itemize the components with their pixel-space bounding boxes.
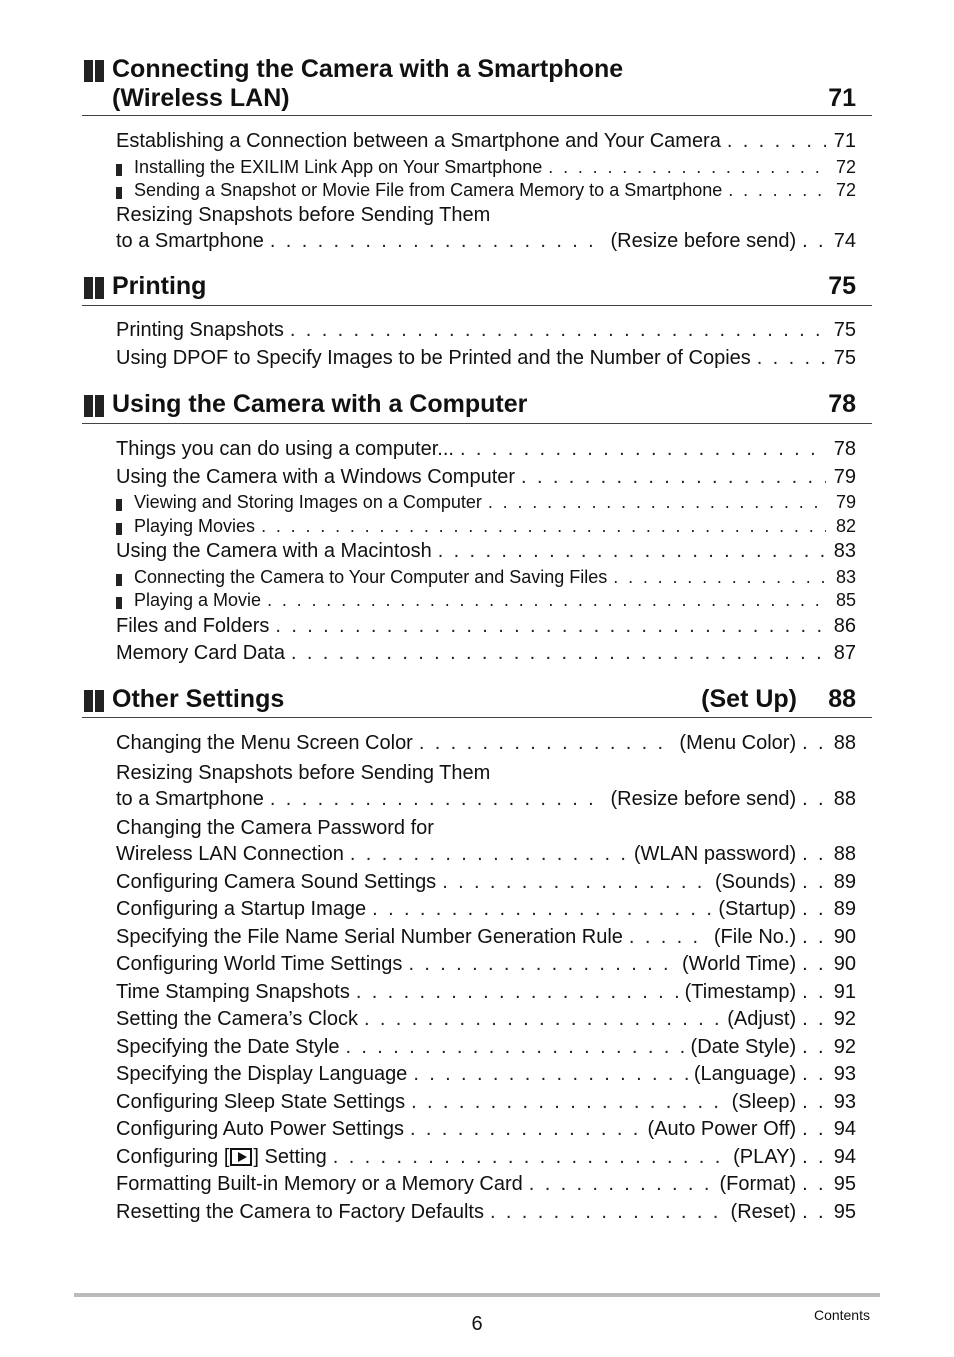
- toc-entry[interactable]: Formatting Built-in Memory or a Memory Card . . . (Format) . . 95: [116, 1171, 856, 1199]
- section-wireless-lan: [82, 55, 872, 255]
- toc-entry[interactable]: Resizing Snapshots before Sending Them to a Smartphone . . . (Resize before send) . . 88: [116, 758, 856, 814]
- toc-entry[interactable]: Configuring World Time Settings . . . (World Time) . . 90: [116, 951, 856, 979]
- toc-subentry[interactable]: Viewing and Storing Images on a Computer . . . 79: [116, 491, 856, 515]
- toc-subentry[interactable]: Sending a Snapshot or Movie File from Camera Memory to a Smartphone . . . 72: [116, 179, 856, 203]
- section-other-settings: [82, 685, 872, 1226]
- toc-subentry[interactable]: Connecting the Camera to Your Computer and Saving Files . . . 83: [116, 566, 856, 590]
- page-number: 6: [471, 1313, 483, 1335]
- toc-entry[interactable]: Configuring a Startup Image . . . (Startup) . . 89: [116, 896, 856, 924]
- section-heading: [82, 55, 872, 116]
- toc-entry[interactable]: Specifying the File Name Serial Number Generation Rule . . . (File No.) . . 90: [116, 924, 856, 952]
- toc-entry[interactable]: Setting the Camera’s Clock . . . (Adjust) . . 92: [116, 1006, 856, 1034]
- toc-entry[interactable]: Configuring [ ] Setting . . . (PLAY) . . 94: [116, 1144, 856, 1172]
- section-marker-icon: [84, 277, 106, 299]
- toc-entry[interactable]: Configuring Camera Sound Settings . . . (Sounds) . . 89: [116, 869, 856, 897]
- toc-entry[interactable]: Using the Camera with a Windows Computer . . . 79: [116, 464, 856, 492]
- toc-entry[interactable]: Things you can do using a computer... . . . 78: [116, 436, 856, 464]
- toc-entry[interactable]: Changing the Camera Password for Wireless LAN Connection . . . (WLAN password) . . 88: [116, 813, 856, 869]
- toc-entry[interactable]: Specifying the Date Style . . . (Date Style) . . 92: [116, 1034, 856, 1062]
- footer-divider: [74, 1293, 880, 1297]
- section-page: 71: [828, 84, 856, 112]
- toc-subentry[interactable]: Installing the EXILIM Link App on Your Smartphone . . . 72: [116, 156, 856, 180]
- section-marker-icon: [84, 690, 106, 712]
- section-page: 88: [828, 685, 856, 713]
- toc-entry[interactable]: Using DPOF to Specify Images to be Printed and the Number of Copies . . . 75: [116, 345, 856, 373]
- section-computer: [82, 390, 872, 668]
- toc-entry[interactable]: Printing Snapshots . . . 75: [116, 317, 856, 345]
- section-heading: [82, 390, 872, 424]
- section-page: 78: [828, 390, 856, 418]
- section-heading: [82, 272, 872, 306]
- footer-label: Contents: [813, 1307, 870, 1323]
- toc-subentry[interactable]: Playing a Movie . . . 85: [116, 589, 856, 613]
- toc-entry[interactable]: Resetting the Camera to Factory Defaults . . . (Reset) . . 95: [116, 1199, 856, 1227]
- section-title: Printing: [112, 272, 207, 300]
- section-marker-icon: [84, 60, 106, 82]
- section-title: Using the Camera with a Computer: [112, 390, 528, 418]
- toc-entry[interactable]: Specifying the Display Language . . . (Language) . . 93: [116, 1061, 856, 1089]
- play-icon: [230, 1148, 252, 1166]
- section-marker-icon: [84, 395, 106, 417]
- section-printing: [82, 272, 872, 372]
- section-page: 75: [828, 272, 856, 300]
- toc-subentry[interactable]: Playing Movies . . . 82: [116, 515, 856, 539]
- toc-entry[interactable]: Changing the Menu Screen Color . . . (Menu Color) . . 88: [116, 730, 856, 758]
- toc-entry[interactable]: Configuring Auto Power Settings . . . (Auto Power Off) . . 94: [116, 1116, 856, 1144]
- section-heading: [82, 685, 872, 718]
- section-title-line1: Connecting the Camera with a Smartphone: [112, 55, 624, 83]
- section-title-line2: (Wireless LAN): [112, 84, 290, 112]
- toc-entry[interactable]: Resizing Snapshots before Sending Them to a Smartphone . . . (Resize before send) . . 74: [116, 203, 856, 256]
- toc-entry[interactable]: Configuring Sleep State Settings . . . (Sleep) . . 93: [116, 1089, 856, 1117]
- toc-entry[interactable]: Memory Card Data . . . 87: [116, 640, 856, 668]
- section-subtitle: (Set Up): [701, 685, 797, 713]
- toc-entry[interactable]: Time Stamping Snapshots . . . (Timestamp) . . 91: [116, 979, 856, 1007]
- toc-entry[interactable]: Files and Folders . . . 86: [116, 613, 856, 641]
- section-title: Other Settings: [112, 685, 285, 713]
- toc-entry[interactable]: Establishing a Connection between a Smartphone and Your Camera . . . 71: [116, 128, 856, 156]
- toc-entry[interactable]: Using the Camera with a Macintosh . . . 83: [116, 538, 856, 566]
